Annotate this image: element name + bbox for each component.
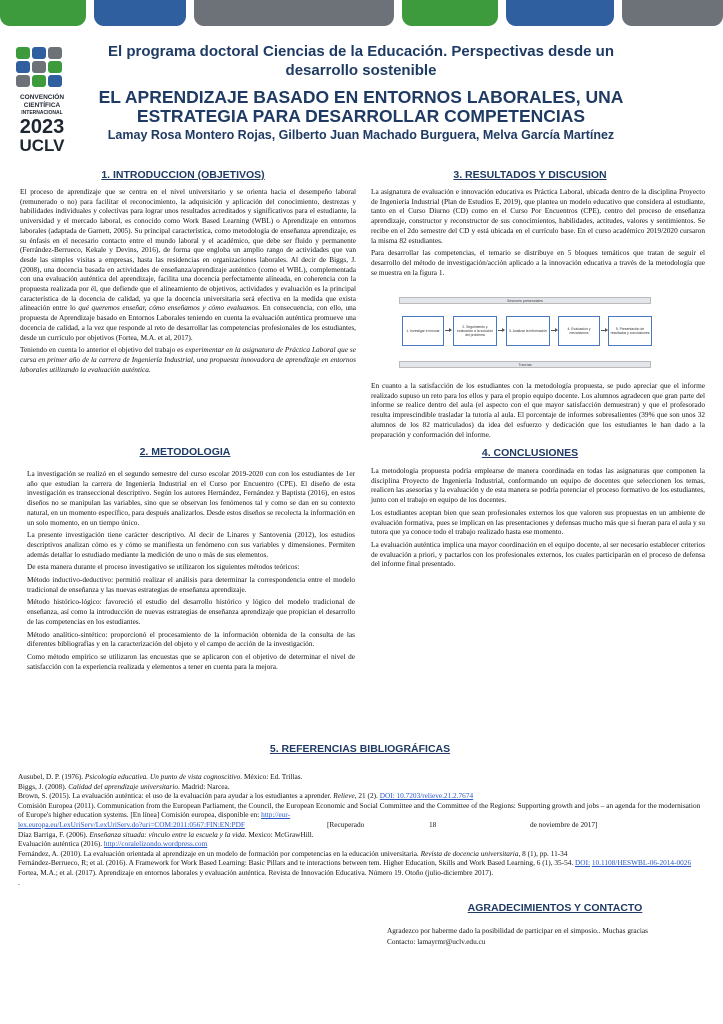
figure-box-5: 5. Presentación de resultados y conclusiones: [608, 316, 652, 346]
conclusions-paragraph-3: La evaluación auténtica implica una mayor coordinación en el equipo docente, al ser necesario establecer criterios de evaluación a priori, y pactarlos con los profesionales externos, los cuales participarán en el proceso de defensa del informe final presentado.: [371, 539, 705, 569]
poster-title: EL APRENDIZAJE BASADO EN ENTORNOS LABORALES, UNA ESTRATEGIA PARA DESARROLLAR COMPETENCIAS: [98, 87, 624, 126]
conclusions-paragraph-1: La metodología propuesta podría emplearse de manera coordinada en todas las asignaturas que componen la disciplina Proyecto de Ingeniería Industrial, conformando un equipo de docentes que seleccionen los temas, realicen las asesorías y la evaluación y de esta manera se podría potenciar el proceso formativo de los estudiantes, junto con el trabajo en equipo de los docentes.: [371, 466, 705, 505]
section-refs-heading: 5. REFERENCIAS BIBLIOGRÁFICAS: [269, 743, 451, 755]
figure-top-bar: Sesiones presenciales: [399, 297, 651, 304]
results-text-top: [371, 187, 705, 280]
figure-box-1: 1. Investigar e innovar: [402, 316, 444, 346]
congress-title: El programa doctoral Ciencias de la Educación. Perspectivas desde un desarrollo sostenible: [107, 43, 614, 79]
conclusions-text: [371, 466, 705, 572]
method-paragraph-6: Método analítico-sintético: proporcionó el procesamiento de la información obtenida de la consulta de las diferentes bibliografías y en la caracterización del objeto y el campo de acción de la investigación.: [27, 629, 355, 649]
conference-logo-mark: [16, 47, 64, 89]
ack-contact: Contacto: lamayrmr@uclv.edu.cu: [387, 937, 486, 946]
section-method-heading: 2. METODOLOGIA: [139, 446, 231, 458]
authors: Lamay Rosa Montero Rojas, Gilberto Juan Machado Burguera, Melva García Martínez: [107, 128, 615, 142]
top-tab-blue-1: [94, 0, 186, 26]
top-tab-gray-1: [194, 0, 394, 26]
figure-box-4: 4. Evaluación y mecanismos: [558, 316, 600, 346]
figure-box-2: 2. Seguimiento y evaluación a la solución del problema: [453, 316, 497, 346]
figure-box-3: 3. Analizar la información: [506, 316, 550, 346]
acknowledgements: [387, 925, 707, 947]
section-results-heading: 3. RESULTADOS Y DISCUSION: [453, 169, 607, 181]
reference-text: [Recuperado: [327, 819, 365, 829]
method-paragraph-7: Como método empírico se utilizaron las encuestas que se aplicaron con el objetivo de determinar el nivel de satisfacción con la experiencia realizada y elementos a tener en cuenta para la mejora.: [27, 651, 355, 671]
section-conclusions-heading: 4. CONCLUSIONES: [481, 447, 579, 459]
method-paragraph-5: Método histórico-lógico: favoreció el estudio del desarrollo histórico y lógico del modelo tradicional de enseñanza, así como la introducción de nuevas estrategias de enseñanza aprendizaje que propician el desarrollo de las competencias en los estudiantes.: [27, 597, 355, 626]
figure-arrow: [498, 330, 504, 331]
reference-link[interactable]: DOI: 10.7203/relieve.21.2.7674: [379, 791, 474, 801]
figure-bottom-bar: Tutorías: [399, 361, 651, 368]
reference-item: Ausubel, D. P. (1976). Psicología educativa. Un punto de vista cognoscitivo. México: Ed. Trillas.: [18, 772, 303, 781]
method-paragraph-2: La presente investigación tiene carácter descriptivo. Al decir de Linares y Santovenia (2012), los estudios descriptivos analizan cómo es y cómo se manifiesta un fenómeno con sus variables y dimensiones. Permiten además detallar lo estudiado mediante la medición de uno o más de sus elementos.: [27, 530, 355, 559]
section-ack-heading: AGRADECIMIENTOS Y CONTACTO: [467, 902, 643, 914]
reference-item: Evaluación auténtica (2016). http://coralelizondo.wordpress.com: [18, 839, 208, 849]
reference-item: Comisión Europea (2011). Communication from the European Parliament, the Council, the European Economic and Social Committee and the Committee of the Regions: Supporting growth and jobs – an agenda for the modernisation of Europe's higher education systems. [En línea] Comisión europea, disponible en: http://eur-: [18, 800, 701, 820]
conclusions-paragraph-2: Los estudiantes aceptan bien que sean profesionales externos los que valoren sus propuestas en un ambiente de evaluación formativa, pues se implican en las presentaciones y defensas mucho más que si fueran para el aula y su tutora que ya conoce todo el trabajo realizado hasta ese momento.: [371, 507, 705, 537]
reference-item: [18, 820, 703, 830]
results-paragraph-2: Para desarrollar las competencias, el temario se distribuye en 5 bloques temáticos que tratan de seguir el desarrollo del método de investigación/acción aplicado a la innovación educativa a través de la metodología que se muestra en la figura 1.: [371, 248, 705, 277]
intro-text: [20, 187, 356, 374]
reference-item: Fernández-Berrueco, R; et al. (2016). A Framework for Work Based Learning: Basic Pillars and te interactions between tem. Higher Education, Skills and Work Based Learning, 6 (1), 35-54. DOI: 10.1108/HESWBL-06-2014-0026: [18, 858, 692, 868]
reference-link[interactable]: DOI:: [575, 858, 591, 868]
top-tab-green-2: [402, 0, 498, 26]
reference-text: 18: [429, 819, 437, 829]
reference-item: Fortea, M.A.; et al. (2017). Aprendizaje en entornos laborales y evaluación auténtica. Revista de Innovación Educativa. Número 19. Otoño (julio-diciembre 2017).: [18, 867, 494, 877]
reference-item: Díaz Barriga, F. (2006). Enseñanza situada: vínculo entre la escuela y la vida. Mexico: McGrawHill.: [18, 829, 314, 839]
logo-line-1: CONVENCIÓN: [19, 94, 65, 101]
logo-line-3: INTERNACIONAL: [21, 110, 63, 116]
figure-arrow: [551, 330, 557, 331]
method-text: [27, 469, 355, 674]
reference-item: .: [18, 877, 20, 887]
reference-item: Biggs, J. (2008). Calidad del aprendizaje universitario. Madrid: Narcea.: [18, 781, 230, 791]
figure-methodology-diagram: [396, 295, 654, 369]
method-paragraph-4: Método inductivo-deductivo: permitió realizar el análisis para determinar la correspondencia entre el modelo tradicional de enseñanza y las nuevas estrategias de enseñanza aprendizaje.: [27, 575, 355, 594]
reference-item: Brown, S. (2015). La evaluación auténtica: el uso de la evaluación para ayudar a los estudiantes a aprender. Relieve, 21 (2). DOI: 10.7203/relieve.21.2.7674: [18, 791, 474, 801]
results-paragraph-1: La asignatura de evaluación e innovación educativa es Práctica Laboral, ubicada dentro de la disciplina Proyecto de Ingeniería Industrial (Plan de Estudios E, 2019), que plantea un modelo educativo que considera al estudiante, tanto en el Curso Diurno (CD) como en el Curso Por Encuentros (CPE), centro del proceso de enseñanza aprendizaje, constructor y reconstructor de sus conocimientos, habilidades, actitudes, valores y sentimientos. Se recibe en el 2do semestre del CD y está ubicada en el currículo base. En el curso académico 2019/2020 cursaron la misma 82 estudiantes.: [371, 187, 705, 245]
figure-arrow: [445, 330, 451, 331]
results-text-bottom: [371, 381, 705, 442]
method-paragraph-1: La investigación se realizó en el segundo semestre del curso escolar 2019-2020 con con los estudiantes de 1er año que estudian la carrera de Ingeniería Industrial en el Curso por Encuentro (CPE). El diseño de esta investigación es transeccional descriptivo. Según los autores Hernández, Fernández y Baptista (2016), en estos diseños no se manipulan las variables, sino que se observan los fenómenos tal y como se dan en su contexto natural, en un momento específico, para después analizarlos. Desde estos diseños se recolecta la información en un solo momento, en un tiempo único.: [27, 469, 355, 527]
method-paragraph-3: De esta manera durante el proceso investigativo se utilizaron los siguientes métodos teóricos:: [27, 562, 300, 572]
reference-item: Fernández, A. (2010). La evaluación orientada al aprendizaje en un modelo de formación por competencias en la educación universitaria. Revista de docencia universitaria, 8 (1), pp. 11-34: [18, 848, 568, 858]
logo-org: UCLV: [19, 136, 65, 155]
logo-line-2: CIENTÍFICA: [23, 102, 61, 109]
references-list: [18, 772, 703, 887]
reference-text: de noviembre de 2017]: [530, 819, 598, 829]
top-tab-green-1: [0, 0, 86, 26]
intro-paragraph-2: Teniendo en cuenta lo anterior el objetivo del trabajo es experimentar en la asignatura de Práctica Laboral que se cursa en primer año de la carrera de Ingeniería Industrial, una propuesta innovadora de aprendizaje en entornos laborales utilizando la evaluación auténtica.: [20, 345, 356, 374]
reference-link[interactable]: http://eur-: [261, 810, 291, 820]
top-tab-gray-2: [622, 0, 723, 26]
ack-thanks: Agradezco por haberme dado la posibilidad de participar en el simposio.. Muchas gracias: [387, 926, 648, 935]
section-intro-heading: 1. INTRODUCCION (OBJETIVOS): [101, 169, 265, 181]
logo-year: 2023: [19, 116, 65, 138]
intro-paragraph-1: El proceso de aprendizaje que se centra en el nivel universitario y se orienta hacia el desempeño laboral (remunerado o no) para facilitar el reconocimiento, la adquisición y aplicación del conocimiento, destrezas y habilidades individuales y colectivas para lograr unos resultados acreditados y significativos para el estudiante, la universidad y el mercado laboral, es conocido como Work Based Learning (WBL) o Aprendizaje en entornos laborales (adaptada de Garnett, 2005). Su principal característica, como metodología de enseñanza aprendizaje, es su énfasis en el necesario contacto entre el mundo laboral y el académico, que debe ser fluido y permanente (Ferrández-Berrueco, Kekale y Devins, 2016), de forma que engloba un amplio rango de actividades que van desde las simples visitas a empresas, hasta las residencias en organizaciones laborales. Al decir de Biggs, J. (2008), una docencia basada en actividades de enseñanza/aprendizaje auténtico (como el WBL), complementada con una evaluación auténtica del aprendizaje, facilita una docencia perfectamente alineada, en coherencia con la propuesta realizada por él, que defiende que el alineamiento de objetivos, actividades y evaluación es la principal característica de la docencia de calidad, ya que la docencia universitaria será efectiva en la medida que exista alineación entre lo qué queremos enseñar, cómo enseñamos y cómo evaluamos. En consecuencia, con ello, una propuesta de Aprendizaje basado en Entornos Laborales teniendo en cuenta la evaluación auténtica promueve una docencia de calidad, a la vez que responde al reto de desarrollar las competencias profesionales de los estudiantes, desde un currículo por objetivos (Fortea, M.A. et al, 2017).: [20, 187, 356, 342]
reference-link[interactable]: http://coralelizondo.wordpress.com: [103, 839, 208, 849]
reference-link[interactable]: 10.1108/HESWBL-06-2014-0026: [591, 858, 692, 868]
top-tab-blue-2: [506, 0, 614, 26]
reference-link[interactable]: lex.europa.eu/LexUriServ/LexUriServ.do?uri=COM:2011:0567:FIN:EN:PDF: [18, 819, 245, 829]
results-paragraph-3: En cuanto a la satisfacción de los estudiantes con la metodología propuesta, se pudo apreciar que el informe realizado supuso un reto para los ellos y para el propio equipo docente. Los alumnos agradecen que gran parte del informe se realice dentro del aula (el aspecto con el que mayor satisfacción demuestran) y que el profesorado resulta imprescindible trasladar la tutoría al aula. El porcentaje de informes sobresalientes (39% que son unos 32 alumnos de los 82 matriculados) da idea del esfuerzo y dedicación que los estudiantes le han dado a la preparación y conformación del informe.: [371, 381, 705, 439]
figure-arrow: [601, 330, 607, 331]
